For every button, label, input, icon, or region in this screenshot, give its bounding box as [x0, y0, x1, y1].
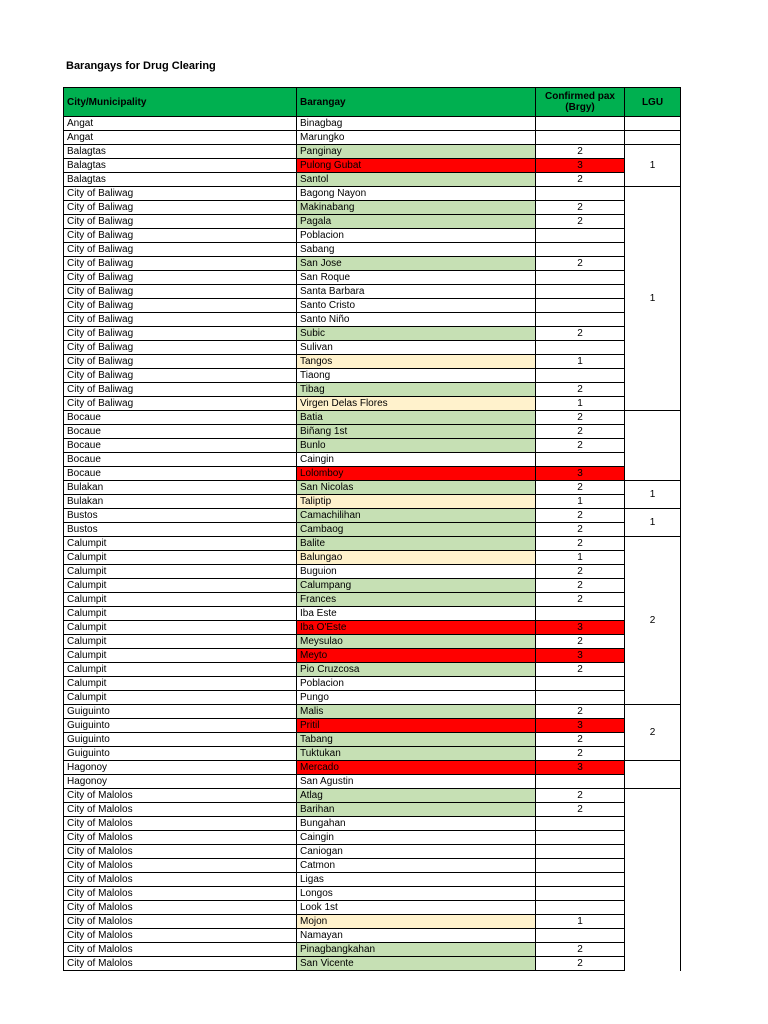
cell-confirmed-pax — [536, 901, 625, 915]
table-row — [64, 243, 681, 257]
table-row — [64, 719, 681, 733]
cell-confirmed-pax: 2 — [536, 593, 625, 607]
cell-confirmed-pax: 2 — [536, 733, 625, 747]
cell-city: City of Malolos — [64, 859, 297, 873]
table-row — [64, 257, 681, 271]
cell-city: Calumpit — [64, 649, 297, 663]
cell-city: City of Baliwag — [64, 341, 297, 355]
cell-confirmed-pax: 2 — [536, 215, 625, 229]
cell-barangay: Pinagbangkahan — [297, 943, 536, 957]
table-row — [64, 299, 681, 313]
cell-lgu — [625, 789, 681, 971]
cell-city: City of Baliwag — [64, 383, 297, 397]
table-row — [64, 887, 681, 901]
table-row — [64, 635, 681, 649]
cell-lgu: 2 — [625, 537, 681, 705]
table-row — [64, 411, 681, 425]
cell-confirmed-pax — [536, 845, 625, 859]
table-row — [64, 313, 681, 327]
cell-city: City of Malolos — [64, 915, 297, 929]
cell-confirmed-pax — [536, 929, 625, 943]
cell-city: Calumpit — [64, 593, 297, 607]
cell-barangay: Bagong Nayon — [297, 187, 536, 201]
table-row — [64, 495, 681, 509]
table-row — [64, 705, 681, 719]
table-row — [64, 733, 681, 747]
cell-city: Calumpit — [64, 565, 297, 579]
cell-city: City of Malolos — [64, 929, 297, 943]
cell-confirmed-pax — [536, 243, 625, 257]
table-row — [64, 327, 681, 341]
cell-barangay: Santo Niño — [297, 313, 536, 327]
cell-lgu: 1 — [625, 145, 681, 187]
table-row — [64, 215, 681, 229]
cell-confirmed-pax: 2 — [536, 173, 625, 187]
cell-barangay: Cambaog — [297, 523, 536, 537]
cell-confirmed-pax: 1 — [536, 551, 625, 565]
cell-barangay: Longos — [297, 887, 536, 901]
cell-city: Guiguinto — [64, 719, 297, 733]
cell-barangay: Catmon — [297, 859, 536, 873]
table-row — [64, 691, 681, 705]
table-row — [64, 159, 681, 173]
cell-city: City of Baliwag — [64, 327, 297, 341]
cell-city: City of Baliwag — [64, 257, 297, 271]
cell-city: City of Baliwag — [64, 313, 297, 327]
cell-confirmed-pax: 3 — [536, 719, 625, 733]
table-row — [64, 677, 681, 691]
cell-city: City of Malolos — [64, 845, 297, 859]
cell-confirmed-pax — [536, 341, 625, 355]
cell-lgu — [625, 117, 681, 131]
drug-clearing-table — [63, 87, 681, 971]
cell-city: City of Malolos — [64, 957, 297, 971]
cell-city: Bocaue — [64, 453, 297, 467]
cell-barangay: Marungko — [297, 131, 536, 145]
cell-confirmed-pax: 1 — [536, 495, 625, 509]
cell-barangay: Tiaong — [297, 369, 536, 383]
cell-confirmed-pax: 2 — [536, 803, 625, 817]
cell-confirmed-pax: 2 — [536, 383, 625, 397]
cell-city: Bocaue — [64, 425, 297, 439]
cell-confirmed-pax — [536, 131, 625, 145]
cell-confirmed-pax: 3 — [536, 621, 625, 635]
table-row — [64, 509, 681, 523]
cell-barangay: Subic — [297, 327, 536, 341]
cell-barangay: Look 1st — [297, 901, 536, 915]
cell-confirmed-pax: 2 — [536, 705, 625, 719]
cell-barangay: Namayan — [297, 929, 536, 943]
table-row — [64, 131, 681, 145]
table-row — [64, 943, 681, 957]
cell-barangay: Balungao — [297, 551, 536, 565]
cell-city: Guiguinto — [64, 747, 297, 761]
cell-barangay: Virgen Delas Flores — [297, 397, 536, 411]
table-row — [64, 831, 681, 845]
cell-city: City of Malolos — [64, 817, 297, 831]
table-row — [64, 201, 681, 215]
table-row — [64, 397, 681, 411]
cell-confirmed-pax: 3 — [536, 649, 625, 663]
cell-confirmed-pax: 3 — [536, 159, 625, 173]
cell-confirmed-pax — [536, 607, 625, 621]
table-row — [64, 593, 681, 607]
table-row — [64, 537, 681, 551]
cell-city: City of Baliwag — [64, 355, 297, 369]
confirmed-pax-label: Confirmed pax (Brgy) — [544, 91, 615, 113]
cell-confirmed-pax — [536, 775, 625, 789]
cell-city: City of Malolos — [64, 901, 297, 915]
table-row — [64, 803, 681, 817]
cell-city: Calumpit — [64, 635, 297, 649]
table-row — [64, 747, 681, 761]
cell-barangay: Meyto — [297, 649, 536, 663]
cell-confirmed-pax: 1 — [536, 355, 625, 369]
cell-barangay: Tibag — [297, 383, 536, 397]
table-row — [64, 607, 681, 621]
sheet-title: Barangays for Drug Clearing — [66, 60, 216, 72]
cell-city: Bulakan — [64, 495, 297, 509]
cell-city: Guiguinto — [64, 733, 297, 747]
cell-confirmed-pax — [536, 859, 625, 873]
cell-barangay: Lolomboy — [297, 467, 536, 481]
cell-city: City of Baliwag — [64, 187, 297, 201]
cell-barangay: Atlag — [297, 789, 536, 803]
table-row — [64, 285, 681, 299]
table-row — [64, 383, 681, 397]
cell-confirmed-pax — [536, 887, 625, 901]
cell-city: Guiguinto — [64, 705, 297, 719]
table-row — [64, 369, 681, 383]
cell-city: City of Baliwag — [64, 201, 297, 215]
cell-city: Calumpit — [64, 663, 297, 677]
cell-confirmed-pax — [536, 817, 625, 831]
cell-confirmed-pax: 2 — [536, 635, 625, 649]
cell-barangay: Tabang — [297, 733, 536, 747]
cell-confirmed-pax: 2 — [536, 201, 625, 215]
cell-barangay: Poblacion — [297, 229, 536, 243]
table-row — [64, 579, 681, 593]
table-row — [64, 551, 681, 565]
cell-barangay: Meysulao — [297, 635, 536, 649]
cell-barangay: Pulong Gubat — [297, 159, 536, 173]
cell-city: City of Malolos — [64, 943, 297, 957]
cell-confirmed-pax — [536, 285, 625, 299]
cell-city: Calumpit — [64, 691, 297, 705]
cell-lgu: 1 — [625, 481, 681, 509]
cell-confirmed-pax: 3 — [536, 761, 625, 775]
cell-barangay: Sabang — [297, 243, 536, 257]
table-row — [64, 621, 681, 635]
cell-confirmed-pax: 2 — [536, 439, 625, 453]
cell-barangay: Pio Cruzcosa — [297, 663, 536, 677]
cell-confirmed-pax: 2 — [536, 663, 625, 677]
cell-city: Bocaue — [64, 439, 297, 453]
table-row — [64, 229, 681, 243]
cell-confirmed-pax: 1 — [536, 915, 625, 929]
column-header-confirmed-pax — [536, 88, 625, 117]
cell-city: City of Baliwag — [64, 271, 297, 285]
cell-city: Balagtas — [64, 159, 297, 173]
cell-confirmed-pax: 2 — [536, 537, 625, 551]
cell-city: Calumpit — [64, 551, 297, 565]
column-header-city: City/Municipality — [64, 88, 297, 117]
cell-city: Calumpit — [64, 677, 297, 691]
table-row — [64, 789, 681, 803]
cell-city: Angat — [64, 117, 297, 131]
cell-barangay: San Roque — [297, 271, 536, 285]
column-header-lgu: LGU — [625, 88, 681, 117]
cell-city: Calumpit — [64, 621, 297, 635]
cell-city: City of Baliwag — [64, 243, 297, 257]
cell-confirmed-pax: 1 — [536, 397, 625, 411]
cell-city: City of Baliwag — [64, 285, 297, 299]
cell-barangay: Calumpang — [297, 579, 536, 593]
cell-barangay: Pungo — [297, 691, 536, 705]
cell-confirmed-pax — [536, 691, 625, 705]
cell-city: Bocaue — [64, 411, 297, 425]
cell-confirmed-pax — [536, 271, 625, 285]
cell-city: Bustos — [64, 509, 297, 523]
table-row — [64, 565, 681, 579]
cell-confirmed-pax: 2 — [536, 425, 625, 439]
cell-confirmed-pax — [536, 187, 625, 201]
cell-barangay: Caingin — [297, 831, 536, 845]
cell-city: City of Malolos — [64, 831, 297, 845]
cell-barangay: Santa Barbara — [297, 285, 536, 299]
table-row — [64, 957, 681, 971]
cell-confirmed-pax — [536, 299, 625, 313]
cell-confirmed-pax: 2 — [536, 327, 625, 341]
cell-barangay: Pritil — [297, 719, 536, 733]
cell-barangay: Bunlo — [297, 439, 536, 453]
table-row — [64, 649, 681, 663]
table-row — [64, 187, 681, 201]
table-row — [64, 775, 681, 789]
cell-confirmed-pax — [536, 831, 625, 845]
cell-confirmed-pax: 2 — [536, 565, 625, 579]
table-row — [64, 425, 681, 439]
cell-barangay: Buguion — [297, 565, 536, 579]
cell-city: Bulakan — [64, 481, 297, 495]
cell-barangay: San Nicolas — [297, 481, 536, 495]
cell-barangay: Binagbag — [297, 117, 536, 131]
cell-city: City of Malolos — [64, 789, 297, 803]
cell-barangay: Barihan — [297, 803, 536, 817]
cell-city: Hagonoy — [64, 775, 297, 789]
table-row — [64, 439, 681, 453]
cell-confirmed-pax: 2 — [536, 579, 625, 593]
table-row — [64, 873, 681, 887]
cell-confirmed-pax — [536, 369, 625, 383]
cell-confirmed-pax: 2 — [536, 523, 625, 537]
cell-barangay: Sulivan — [297, 341, 536, 355]
table-row — [64, 817, 681, 831]
cell-confirmed-pax: 2 — [536, 957, 625, 971]
table-row — [64, 453, 681, 467]
cell-barangay: Pagala — [297, 215, 536, 229]
cell-confirmed-pax — [536, 677, 625, 691]
cell-city: Balagtas — [64, 145, 297, 159]
cell-lgu — [625, 131, 681, 145]
cell-confirmed-pax: 3 — [536, 467, 625, 481]
cell-city: Angat — [64, 131, 297, 145]
cell-barangay: Iba O'Este — [297, 621, 536, 635]
cell-barangay: San Jose — [297, 257, 536, 271]
cell-barangay: Frances — [297, 593, 536, 607]
cell-city: City of Malolos — [64, 873, 297, 887]
cell-city: City of Baliwag — [64, 369, 297, 383]
cell-barangay: Iba Este — [297, 607, 536, 621]
table-row — [64, 929, 681, 943]
cell-confirmed-pax — [536, 453, 625, 467]
cell-city: Bocaue — [64, 467, 297, 481]
header-row — [64, 88, 681, 117]
cell-confirmed-pax: 2 — [536, 257, 625, 271]
cell-confirmed-pax — [536, 313, 625, 327]
cell-city: City of Malolos — [64, 803, 297, 817]
cell-barangay: Mojon — [297, 915, 536, 929]
cell-barangay: Bungahan — [297, 817, 536, 831]
cell-confirmed-pax: 2 — [536, 481, 625, 495]
cell-barangay: Caingin — [297, 453, 536, 467]
table-row — [64, 271, 681, 285]
cell-barangay: Tuktukan — [297, 747, 536, 761]
cell-confirmed-pax: 2 — [536, 411, 625, 425]
cell-barangay: Balite — [297, 537, 536, 551]
cell-barangay: Poblacion — [297, 677, 536, 691]
cell-barangay: Caniogan — [297, 845, 536, 859]
table-row — [64, 901, 681, 915]
cell-barangay: San Vicente — [297, 957, 536, 971]
cell-confirmed-pax — [536, 873, 625, 887]
cell-barangay: Biñang 1st — [297, 425, 536, 439]
cell-barangay: Santo Cristo — [297, 299, 536, 313]
cell-barangay: Taliptip — [297, 495, 536, 509]
cell-city: Balagtas — [64, 173, 297, 187]
table-row — [64, 915, 681, 929]
cell-city: City of Baliwag — [64, 397, 297, 411]
cell-confirmed-pax: 2 — [536, 943, 625, 957]
cell-city: Hagonoy — [64, 761, 297, 775]
cell-city: Bustos — [64, 523, 297, 537]
column-header-barangay: Barangay — [297, 88, 536, 117]
table-row — [64, 523, 681, 537]
cell-lgu — [625, 411, 681, 481]
cell-barangay: Batia — [297, 411, 536, 425]
table-row — [64, 467, 681, 481]
table-row — [64, 117, 681, 131]
cell-confirmed-pax — [536, 229, 625, 243]
table-row — [64, 145, 681, 159]
cell-barangay: Santol — [297, 173, 536, 187]
cell-barangay: Ligas — [297, 873, 536, 887]
table-row — [64, 859, 681, 873]
cell-barangay: Camachilihan — [297, 509, 536, 523]
cell-city: Calumpit — [64, 579, 297, 593]
table-row — [64, 663, 681, 677]
cell-confirmed-pax: 2 — [536, 789, 625, 803]
cell-city: Calumpit — [64, 607, 297, 621]
cell-barangay: Malis — [297, 705, 536, 719]
table-row — [64, 761, 681, 775]
cell-city: Calumpit — [64, 537, 297, 551]
cell-lgu: 2 — [625, 705, 681, 761]
cell-barangay: Makinabang — [297, 201, 536, 215]
table-body — [64, 117, 681, 971]
cell-city: City of Malolos — [64, 887, 297, 901]
cell-barangay: Tangos — [297, 355, 536, 369]
cell-city: City of Baliwag — [64, 299, 297, 313]
cell-confirmed-pax: 2 — [536, 509, 625, 523]
table-row — [64, 481, 681, 495]
cell-city: City of Baliwag — [64, 229, 297, 243]
cell-confirmed-pax — [536, 117, 625, 131]
cell-confirmed-pax: 2 — [536, 145, 625, 159]
table-row — [64, 173, 681, 187]
cell-lgu: 1 — [625, 509, 681, 537]
table-row — [64, 355, 681, 369]
table-row — [64, 341, 681, 355]
cell-barangay: Panginay — [297, 145, 536, 159]
cell-city: City of Baliwag — [64, 215, 297, 229]
cell-lgu: 1 — [625, 187, 681, 411]
cell-barangay: San Agustin — [297, 775, 536, 789]
cell-barangay: Mercado — [297, 761, 536, 775]
table-row — [64, 845, 681, 859]
cell-confirmed-pax: 2 — [536, 747, 625, 761]
cell-lgu — [625, 761, 681, 789]
